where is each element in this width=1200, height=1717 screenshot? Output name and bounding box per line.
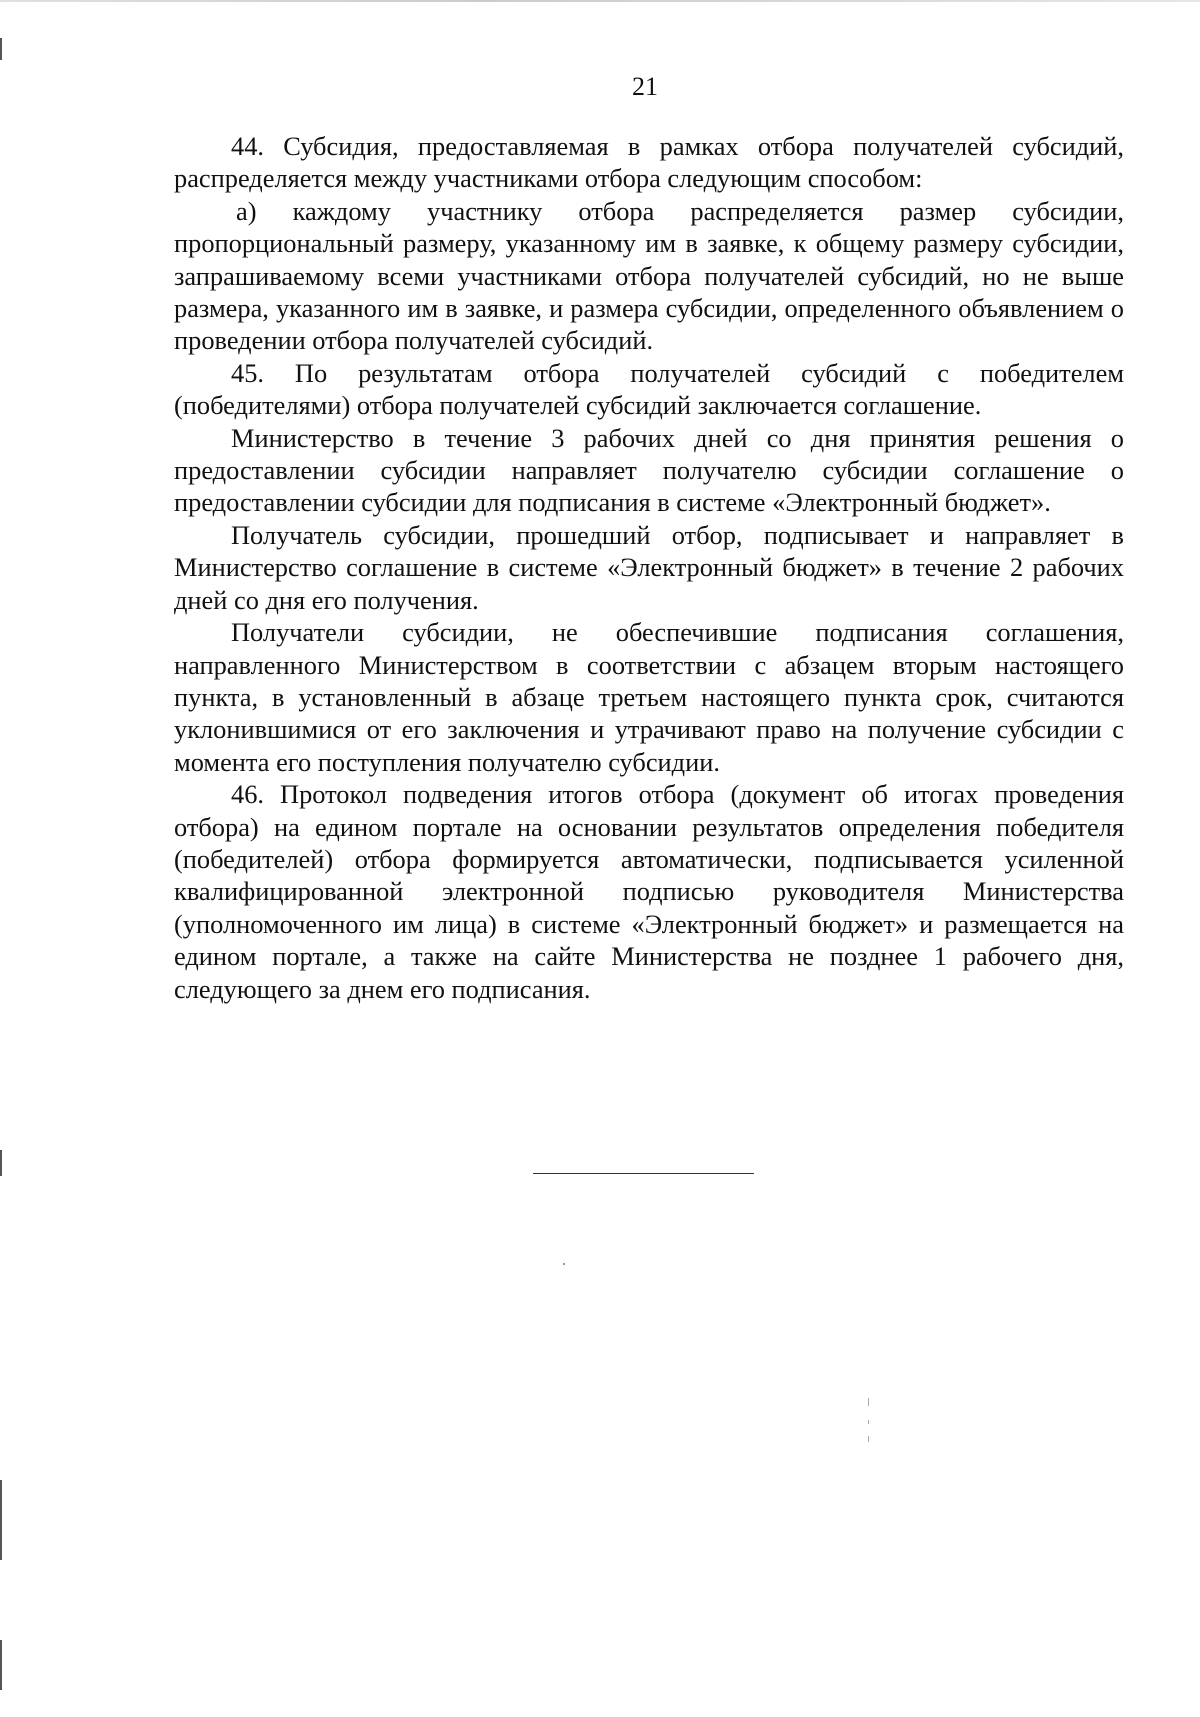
scan-artifact-dot-3 <box>868 1436 869 1442</box>
scan-edge <box>0 0 1200 2</box>
scan-artifact-left-3 <box>0 1480 2 1560</box>
scan-artifact-dot-4 <box>563 1263 565 1265</box>
scan-artifact-left-4 <box>0 1640 2 1690</box>
document-body <box>174 130 1124 1005</box>
page-number: 21 <box>632 72 658 101</box>
paragraph-45-recipient-signs: Получатель субсидии, прошедший отбор, подписывает и направляет в Министерство соглашение в системе «Электронный бюджет» в течение 2 рабочих дней со дня его получения. <box>174 519 1124 615</box>
scan-artifact-left-2 <box>0 1150 2 1176</box>
scan-artifact-dot-2 <box>868 1420 869 1424</box>
paragraph-44: 44. Субсидия, предоставляемая в рамках отбора получателей субсидий, распределяется между участниками отбора следующим способом: <box>174 131 1124 194</box>
scan-artifact-left-1 <box>0 38 2 60</box>
paragraph-44-item-a: а) каждому участнику отбора распределяется размер субсидии, пропорциональный размеру, указанному им в заявке, к общему размеру субсидии, запрашиваемому всеми участниками отбора получателей субсидий, но не выше размера, указанного им в заявке, и размера субсидии, определенного объявлением о проведении отбора получателей субсидий. <box>174 195 1124 356</box>
paragraph-46: 46. Протокол подведения итогов отбора (документ об итогах проведения отбора) на едином портале на основании результатов определения победителя (победителей) отбора формируется автоматически, подписывается усиленной квалифицированной электронной подписью руководителя Министерства (уполномоченного им лица) в системе «Электронный бюджет» и размещается на едином портале, а также на сайте Министерства не позднее 1 рабочего дня, следующего за днем его подписания. <box>174 779 1124 1004</box>
end-separator-line <box>533 1173 754 1174</box>
paragraph-45-ministry-term: Министерство в течение 3 рабочих дней со дня принятия решения о предоставлении субсидии направляет получателю субсидии соглашение о предоставлении субсидии для подписания в системе «Электронный бюджет». <box>174 422 1124 518</box>
paragraph-45: 45. По результатам отбора получателей субсидий с победителем (победителями) отбора получателей субсидий заключается соглашение. <box>174 357 1124 421</box>
scan-artifact-dot-1 <box>868 1398 869 1406</box>
paragraph-45-evasion: Получатели субсидии, не обеспечившие подписания соглашения, направленного Министерством в соответствии с абзацем вторым настоящего пункта, в установленный в абзаце третьем настоящего пункта срок, считаются уклонившимися от его заключения и утрачивают право на получение субсидии с момента его поступления получателю субсидии. <box>174 617 1124 777</box>
